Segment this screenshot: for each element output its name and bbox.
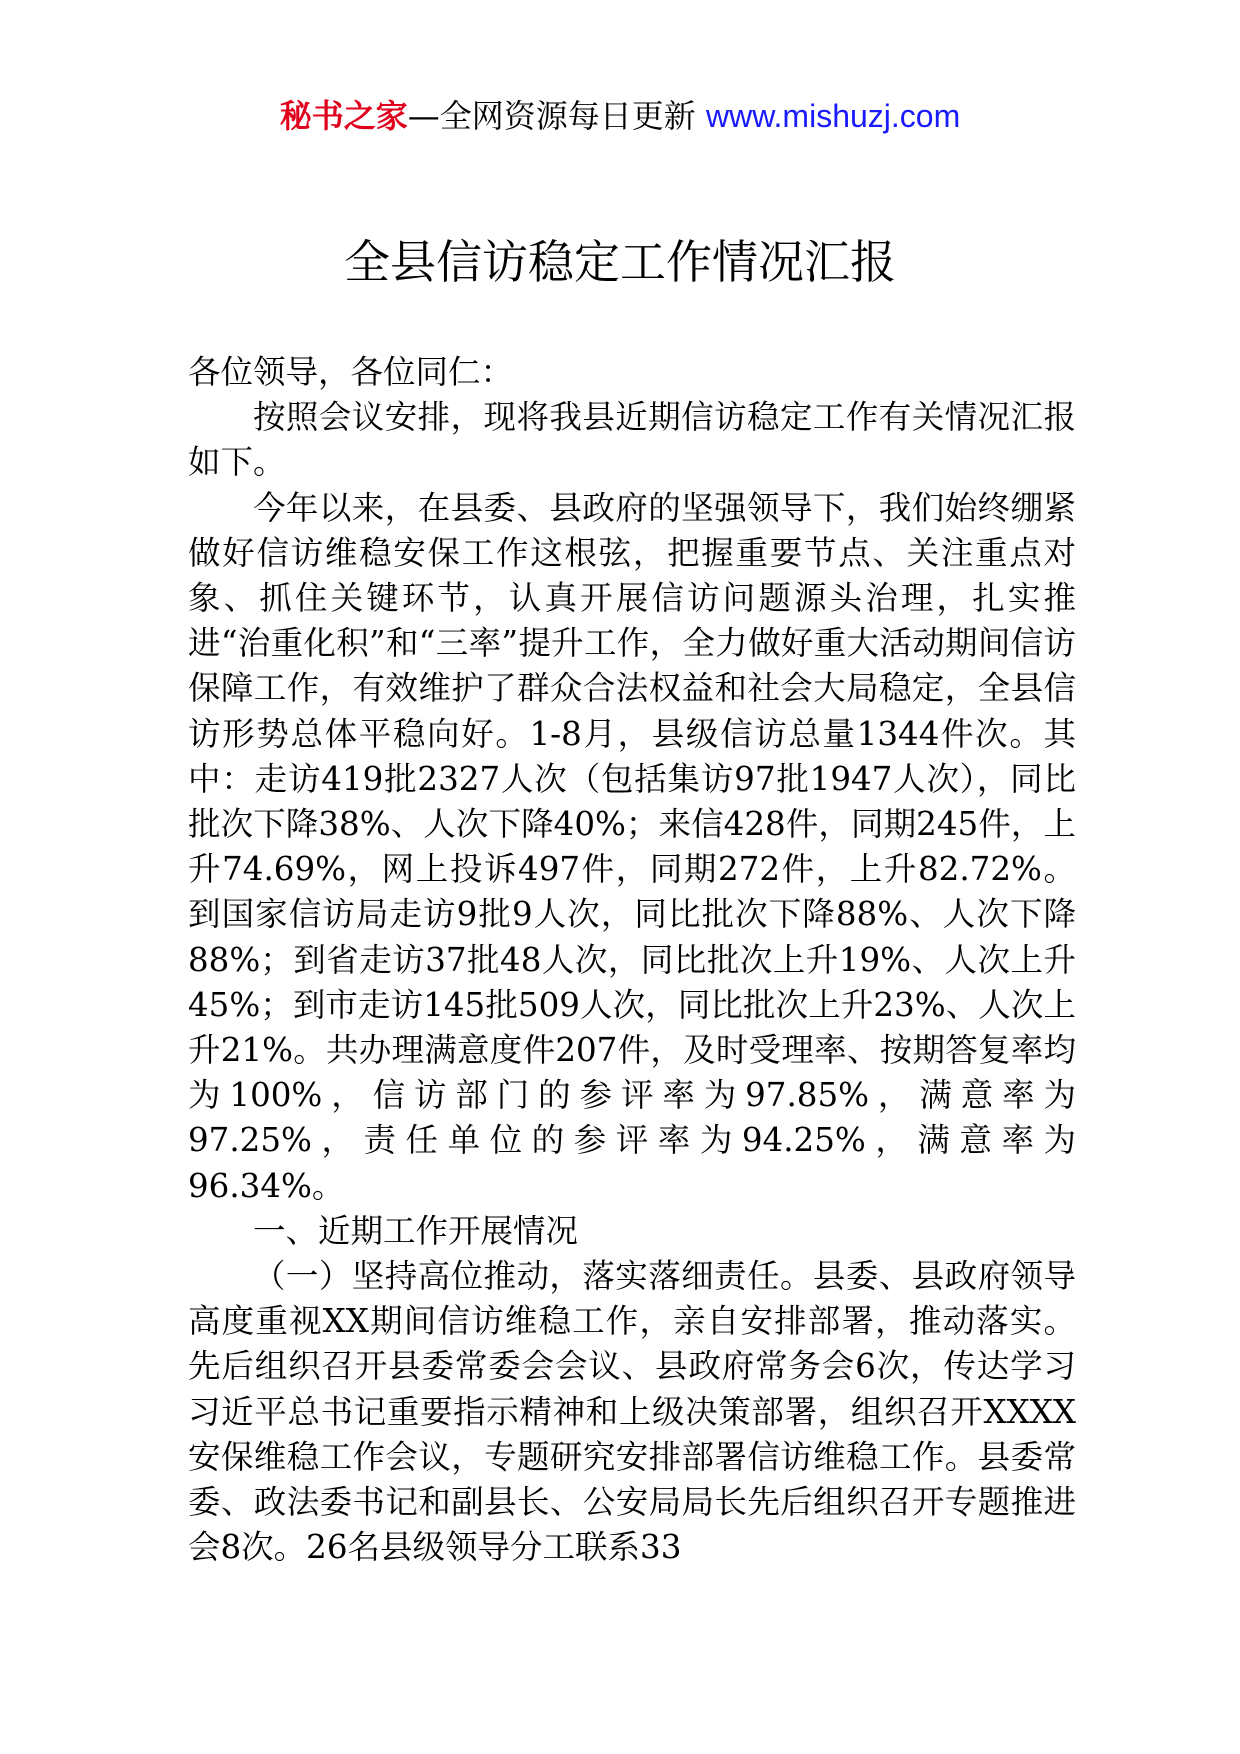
site-header-banner (0, 96, 1240, 136)
salutation: 各位领导，各位同仁： (188, 353, 514, 391)
body-paragraph-intro: 按照会议安排，现将我县近期信访稳定工作有关情况汇报如下。 (188, 398, 1076, 482)
body-paragraph-overview: 今年以来，在县委、县政府的坚强领导下，我们始终绷紧做好信访维稳安保工作这根弦，把握重要节点、关注重点对象、抓住关键环节，认真开展信访问题源头治理，扎实推进“治重化积”和“三率”提升工作，全力做好重大活动期间信访保障工作，有效维护了群众合法权益和社会大局稳定，全县信访形势总体平稳向好。1-8月，县级信访总量1344件次。其中：走访419批2327人次（包括集访97批1947人次），同比批次下降38%、人次下降40%；来信428件，同期245件，上升74.69%，网上投诉497件，同期272件，上升82.72%。到国家信访局走访9批9人次，同比批次下降88%、人次下降88%；到省走访37批48人次，同比批次上升19%、人次上升45%；到市走访145批509人次，同比批次上升23%、人次上升21%。共办理满意度件207件，及时受理率、按期答复率均为100%，信访部门的参评率为97.85%，满意率为97.25%，责任单位的参评率为94.25%，满意率为96.34%。 (188, 488, 1076, 1205)
section-heading-1: 一、近期工作开展情况 (253, 1211, 579, 1250)
document-title: 全县信访稳定工作情况汇报 (344, 235, 896, 289)
site-url-link[interactable]: www.mishuzj.com (705, 98, 961, 134)
body-paragraph-section-1-1: （一）坚持高位推动，落实落细责任。县委、县政府领导高度重视XX期间信访维稳工作，亲自安排部署，推动落实。先后组织召开县委常委会会议、县政府常务会6次，传达学习习近平总书记重要指示精神和上级决策部署，组织召开XXXX安保维稳工作会议，专题研究安排部署信访维稳工作。县委常委、政法委书记和副县长、公安局局长先后组织召开专题推进会8次。26名县级领导分工联系33 (188, 1257, 1076, 1567)
brand-name: 秘书之家 (279, 97, 408, 135)
header-tagline: —全网资源每日更新 (407, 97, 696, 135)
document-body (188, 350, 1076, 1570)
